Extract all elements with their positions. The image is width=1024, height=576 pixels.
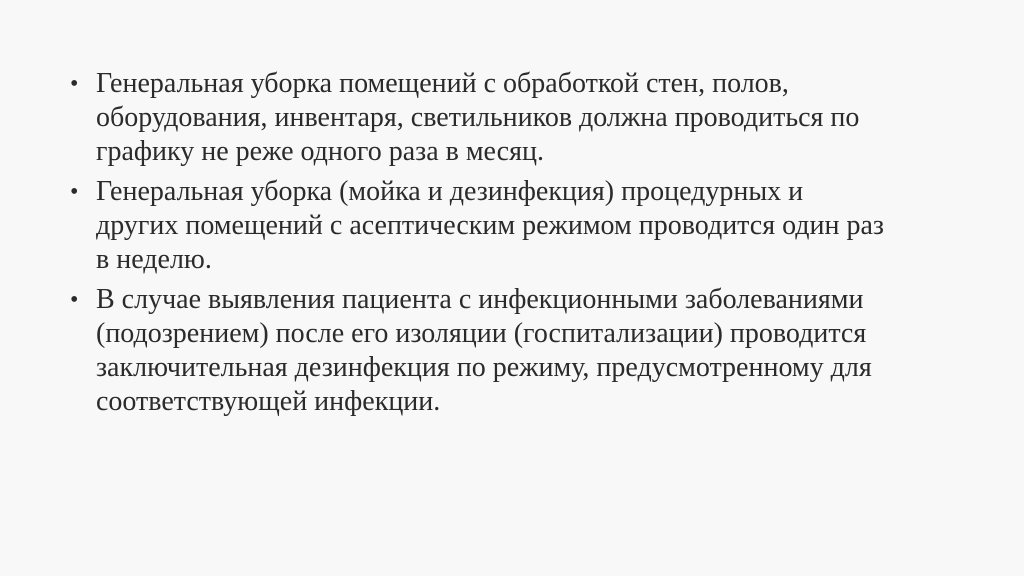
- bullet-list: [62, 67, 962, 425]
- bullet-dot-icon: •: [70, 179, 79, 205]
- bullet-text-3: В случае выявления пациента с инфекционными заболеваниями (подозрением) после его изоляции (госпитализации) проводится заключительная дезинфекция по режиму, предусмотренному для соответствующей инфекции.: [96, 284, 872, 417]
- bullet-item-2: [62, 175, 962, 277]
- bullet-text-2: Генеральная уборка (мойка и дезинфекция) процедурных и других помещений с асептическим режимом проводится один раз в неделю.: [96, 176, 884, 275]
- bullet-dot-icon: •: [70, 287, 79, 313]
- bullet-item-3: [62, 283, 962, 419]
- bullet-dot-icon: •: [70, 71, 79, 97]
- bullet-item-1: [62, 67, 962, 169]
- bullet-text-1: Генеральная уборка помещений с обработкой стен, полов, оборудования, инвентаря, светильников должна проводиться по графику не реже одного раза в месяц.: [96, 68, 860, 167]
